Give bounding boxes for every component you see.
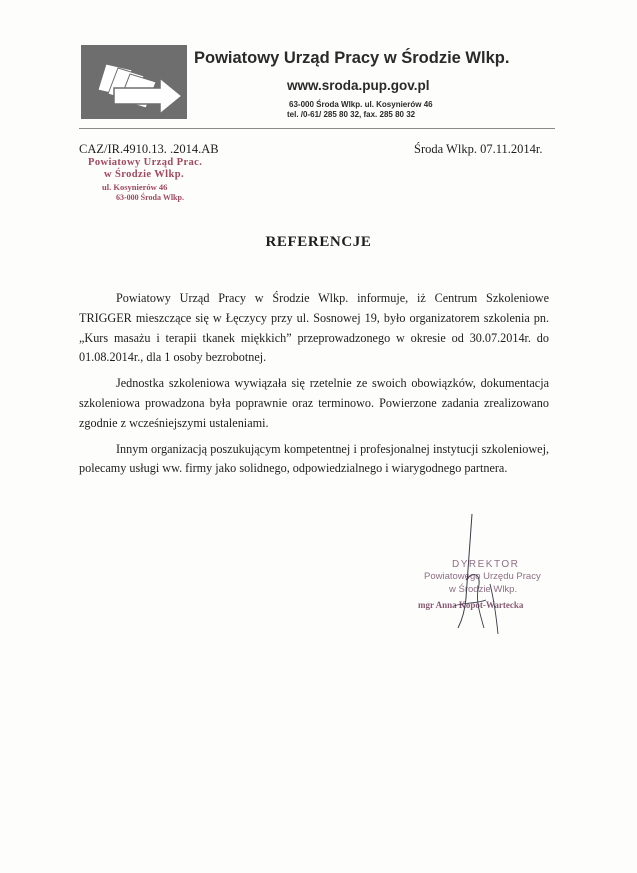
body-paragraph-1: Powiatowy Urząd Pracy w Środzie Wlkp. informuje, iż Centrum Szkoleniowe TRIGGER mieszczące się w Łęczycy przy ul. Sosnowej 19, było organizatorem szkolenia pn. „Kurs masażu i terapii tkanek miękkich” przeprowadzonego w okresie od 30.07.2014r. do 01.08.2014r., dla 1 osoby bezrobotnej.	[79, 291, 549, 365]
letterhead-divider	[79, 128, 555, 129]
reference-number: CAZ/IR.4910.13. .2014.AB	[79, 142, 219, 156]
document-title: REFERENCJE	[265, 234, 372, 250]
body-paragraph-3: Innym organizacją poszukującym kompetentnej i profesjonalnej instytucji szkoleniowej, polecamy usługi ww. firmy jako solidnego, odpowiedzialnego i wiarygodnego partnera.	[79, 441, 549, 476]
office-stamp-line3: ul. Kosynierów 46	[102, 182, 168, 192]
letter-body	[79, 289, 549, 485]
handwritten-signature	[440, 510, 510, 640]
office-website: www.sroda.pup.gov.pl	[287, 78, 430, 93]
place-date: Środa Wlkp. 07.11.2014r.	[414, 142, 543, 156]
body-paragraph-2: Jednostka szkoleniowa wywiązała się rzetelnie ze swoich obowiązków, dokumentacja szkoleniowa prowadzona była poprawnie oraz terminowo. Powierzone zadania zrealizowano zgodnie z wcześniejszymi ustaleniami.	[79, 376, 549, 430]
signature-stamp-line3: w Środzie Wlkp.	[449, 584, 518, 595]
office-stamp-line4: 63-000 Środa Wlkp.	[116, 193, 184, 202]
signature-stamp-line4: mgr Anna Kopot-Wartecka	[418, 600, 524, 610]
signature-stamp-line1: DYREKTOR	[452, 559, 520, 570]
office-stamp-line1: Powiatowy Urząd Prac.	[88, 157, 203, 168]
office-logo	[80, 44, 188, 120]
office-phone-fax: tel. /0-61/ 285 80 32, fax. 285 80 32	[287, 110, 416, 119]
signature-stamp-line2: Powiatowego Urzędu Pracy	[424, 571, 541, 582]
office-address: 63-000 Środa Wlkp. ul. Kosynierów 46	[289, 100, 433, 109]
office-stamp-line2: w Środzie Wlkp.	[104, 169, 185, 180]
office-name: Powiatowy Urząd Pracy w Środzie Wlkp.	[194, 49, 510, 67]
